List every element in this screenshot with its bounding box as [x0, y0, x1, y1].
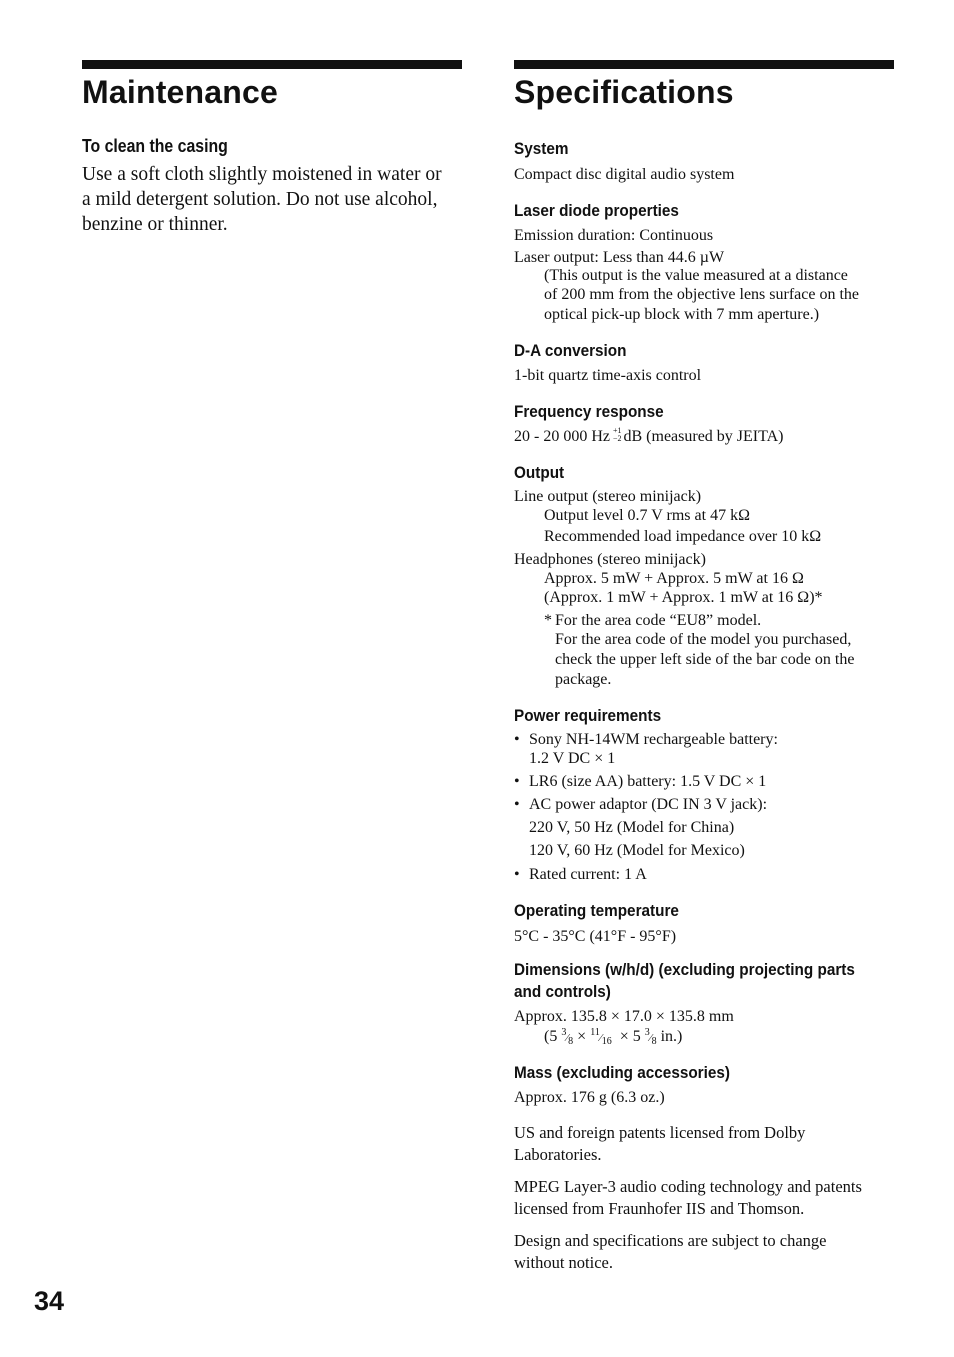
- notice-mpeg: MPEG Layer-3 audio coding technology and patents licensed from Fraunhofer IIS and Thomson.: [514, 1177, 862, 1218]
- dim-open: (5: [544, 1028, 558, 1045]
- laser-heading: Laser diode properties: [514, 201, 679, 220]
- power-item: LR6 (size AA) battery: 1.5 V DC × 1: [529, 773, 767, 790]
- mass-heading: Mass (excluding accessories): [514, 1063, 731, 1082]
- laser-note-line: of 200 mm from the objective lens surface on the: [544, 286, 860, 303]
- footnote-line: For the area code of the model you purchased,: [555, 631, 852, 648]
- maintenance-body-line: Use a soft cloth slightly moistened in water or: [82, 164, 442, 185]
- notice-dolby: US and foreign patents licensed from Dolby Laboratories.: [514, 1123, 806, 1164]
- footnote-mark: *: [544, 612, 552, 629]
- dim-fraction-den: 8: [651, 1036, 657, 1047]
- temperature-text: 5°C - 35°C (41°F - 95°F): [514, 928, 677, 945]
- bullet-icon: •: [514, 866, 520, 883]
- dim-fraction-num: 11: [590, 1027, 600, 1038]
- dimensions-heading-cont: and controls): [514, 982, 611, 1001]
- maintenance-body-line: a mild detergent solution. Do not use alcohol,: [82, 189, 438, 210]
- frequency-prefix: 20 - 20 000 Hz: [514, 428, 610, 445]
- maintenance-title: Maintenance: [82, 74, 279, 110]
- system-text: Compact disc digital audio system: [514, 166, 735, 183]
- frequency-tol-minus: −2: [612, 434, 622, 444]
- temperature-heading: Operating temperature: [514, 901, 679, 920]
- output-heading: Output: [514, 463, 565, 482]
- laser-note-line: optical pick-up block with 7 mm aperture.): [544, 306, 820, 323]
- dim-fraction-num: 3: [644, 1027, 650, 1038]
- power-heading: Power requirements: [514, 706, 662, 725]
- laser-emission: Emission duration: Continuous: [514, 227, 714, 244]
- headphones-power: Approx. 5 mW + Approx. 5 mW at 16 Ω: [544, 570, 804, 587]
- frequency-tolerance: [613, 427, 622, 443]
- bullet-icon: •: [514, 773, 520, 790]
- power-item-mexico: 120 V, 60 Hz (Model for Mexico): [529, 842, 745, 859]
- dimensions-imperial: (5 $^3$⁄8 × $^{11}$⁄16 × 5 $^3$⁄8 in.): [544, 1027, 683, 1047]
- laser-output: Laser output: Less than 44.6 µW: [514, 249, 725, 266]
- mass-text: Approx. 176 g (6.3 oz.): [514, 1089, 665, 1106]
- footnote-line: For the area code “EU8” model.: [555, 612, 762, 629]
- line-output-level: Output level 0.7 V rms at 47 kΩ: [544, 507, 750, 524]
- footnote-line: check the upper left side of the bar code on the: [555, 651, 855, 668]
- power-item: AC power adaptor (DC IN 3 V jack):: [529, 796, 768, 813]
- frequency-suffix: dB (measured by JEITA): [623, 428, 784, 445]
- specifications-section: [514, 0, 899, 1357]
- footnote-line: package.: [555, 671, 612, 688]
- power-item-cont: 1.2 V DC × 1: [529, 750, 616, 767]
- dim-times: × 5: [619, 1028, 641, 1045]
- dimensions-heading: Dimensions (w/h/d) (excluding projecting parts: [514, 960, 855, 979]
- frequency-text: [514, 427, 784, 447]
- dimensions-metric: Approx. 135.8 × 17.0 × 135.8 mm: [514, 1008, 734, 1025]
- maintenance-title-rule: [82, 60, 462, 69]
- bullet-icon: •: [514, 796, 520, 813]
- page-number: 34: [34, 1286, 65, 1316]
- maintenance-subheading: To clean the casing: [82, 136, 228, 156]
- line-output: Line output (stereo minijack): [514, 488, 702, 505]
- headphones-output: Headphones (stereo minijack): [514, 551, 706, 568]
- power-item: Sony NH-14WM rechargeable battery:: [529, 731, 778, 748]
- bullet-icon: •: [514, 731, 520, 748]
- maintenance-section: [82, 136, 467, 237]
- power-item-china: 220 V, 50 Hz (Model for China): [529, 819, 735, 836]
- dim-fraction-den: 8: [568, 1036, 574, 1047]
- power-item: Rated current: 1 A: [529, 866, 647, 883]
- dim-times: ×: [577, 1028, 587, 1045]
- headphones-power-alt: (Approx. 1 mW + Approx. 1 mW at 16 Ω)*: [544, 589, 823, 606]
- dim-fraction-den: 16: [601, 1036, 612, 1047]
- da-text: 1-bit quartz time-axis control: [514, 367, 702, 384]
- line-output-impedance: Recommended load impedance over 10 kΩ: [544, 528, 822, 545]
- frequency-tol-plus: +1: [612, 426, 622, 436]
- specifications-title: Specifications: [514, 74, 734, 110]
- frequency-heading: Frequency response: [514, 402, 664, 421]
- notice-design: Design and specifications are subject to change without notice.: [514, 1231, 827, 1272]
- da-heading: D-A conversion: [514, 341, 627, 360]
- maintenance-body-line: benzine or thinner.: [82, 214, 228, 235]
- system-heading: System: [514, 139, 569, 158]
- laser-note-line: (This output is the value measured at a distance: [544, 267, 848, 284]
- dim-fraction-num: 3: [561, 1027, 567, 1038]
- maintenance-body: [82, 162, 467, 237]
- dim-close: in.): [660, 1028, 683, 1045]
